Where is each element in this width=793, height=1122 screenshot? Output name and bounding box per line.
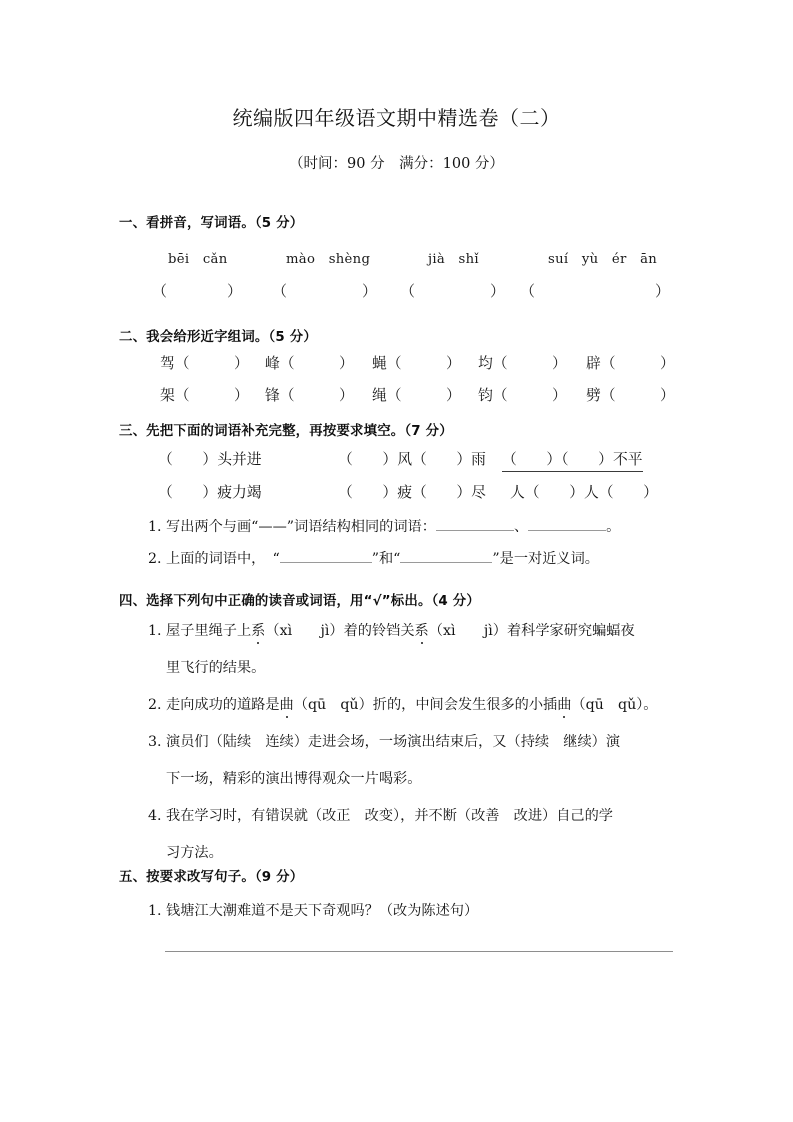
idiom-1-2[interactable]: （ ）风（ ）雨 <box>338 451 486 468</box>
section-four-item-2-line-1[interactable] <box>148 694 658 714</box>
idiom-1-1[interactable]: （ ）头并进 <box>158 451 262 468</box>
q2-blank-2[interactable] <box>400 548 492 563</box>
item2-text-a: 2. 走向成功的道路是 <box>148 697 280 713</box>
section-heading-one: 一、看拼音，写词语。（5 分） <box>119 216 304 231</box>
section-heading-four: 四、选择下列句中正确的读音或词语，用“√”标出。（4 分） <box>119 594 480 609</box>
item2-text-c: （qū qǔ）。 <box>571 697 658 713</box>
q2-mid-text: ”和“ <box>371 551 401 567</box>
similar-char-pair-3-top[interactable]: 蝇（ ） <box>372 355 461 372</box>
page-subtitle: （时间：90 分 满分：100 分） <box>289 156 504 172</box>
similar-char-pair-4-top[interactable]: 均（ ） <box>478 355 567 372</box>
similar-char-pair-2-bottom[interactable]: 锋（ ） <box>265 387 354 404</box>
idiom-2-2[interactable]: （ ）疲（ ）尽 <box>338 484 486 501</box>
section-heading-two: 二、我会给形近字组词。（5 分） <box>119 330 317 345</box>
emphasis-char-qu-1: 曲 <box>280 694 294 714</box>
item1-text-c: （xì jì）着科学家研究蝙蝠夜 <box>428 623 635 639</box>
q1-separator: 、 <box>513 519 529 535</box>
similar-char-pair-4-bottom[interactable]: 钧（ ） <box>478 387 567 404</box>
emphasis-char-xi-1: 系 <box>251 620 265 640</box>
similar-char-pair-1-top[interactable]: 驾（ ） <box>160 355 249 372</box>
q1-blank-2[interactable] <box>528 516 606 531</box>
idiom-2-1[interactable]: （ ）疲力竭 <box>158 484 262 501</box>
q2-blank-1[interactable] <box>280 548 372 563</box>
pinyin-group-4: suí yù ér ān <box>548 252 658 267</box>
emphasis-char-qu-2: 曲 <box>557 694 571 714</box>
idiom-2-3[interactable]: 人（ ）人（ ） <box>510 484 658 501</box>
pinyin-group-3: jià shǐ <box>428 252 479 267</box>
similar-char-pair-3-bottom[interactable]: 绳（ ） <box>372 387 461 404</box>
q1-blank-1[interactable] <box>436 516 514 531</box>
section-four-item-1-line-1[interactable] <box>148 620 635 640</box>
similar-char-pair-5-top[interactable]: 辟（ ） <box>586 355 675 372</box>
page-title: 统编版四年级语文期中精选卷（二） <box>232 106 561 130</box>
answer-write-line-1[interactable] <box>165 951 673 952</box>
q2-end-text: ”是一对近义词。 <box>492 551 599 567</box>
section-heading-three: 三、先把下面的词语补充完整，再按要求填空。（7 分） <box>119 424 453 439</box>
section-four-item-1-line-2: 里飞行的结果。 <box>166 660 266 676</box>
pinyin-group-2: mào shèng <box>286 252 371 267</box>
section-four-item-4-line-2: 习方法。 <box>166 845 223 861</box>
similar-char-pair-1-bottom[interactable]: 架（ ） <box>160 387 249 404</box>
similar-char-pair-5-bottom[interactable]: 劈（ ） <box>586 387 675 404</box>
q1-end-text: 。 <box>606 519 621 535</box>
emphasis-char-xi-2: 系 <box>415 620 429 640</box>
item2-text-b: （qū qǔ）折的，中间会发生很多的小插 <box>293 697 558 713</box>
section-four-item-4-line-1[interactable]: 4. 我在学习时，有错误就（改正 改变），并不断（改善 改进）自己的学 <box>148 808 613 824</box>
section-four-item-3-line-2: 下一场，精彩的演出博得观众一片喝彩。 <box>166 771 422 787</box>
similar-char-pair-2-top[interactable]: 峰（ ） <box>265 355 354 372</box>
item1-text-a: 1. 屋子里绳子上 <box>148 623 252 639</box>
answer-bracket-2[interactable]: （ ） <box>272 282 378 300</box>
pinyin-group-1: bēi cǎn <box>168 252 228 267</box>
idiom-1-3-underlined[interactable]: （ ）（ ）不平 <box>502 448 643 472</box>
section-three-question-1 <box>148 516 620 536</box>
section-heading-five: 五、按要求改写句子。（9 分） <box>119 870 304 885</box>
answer-bracket-3[interactable]: （ ） <box>400 282 506 300</box>
q2-prefix-text: 2. 上面的词语中， “ <box>148 551 280 567</box>
section-five-item-1: 1. 钱塘江大潮难道不是天下奇观吗？（改为陈述句） <box>148 903 479 919</box>
item1-text-b: （xì jì）着的铃铛关 <box>265 623 415 639</box>
answer-bracket-4[interactable]: （ ） <box>520 282 671 300</box>
q1-prefix-text: 1. 写出两个与画“——”词语结构相同的词语： <box>148 519 436 535</box>
section-three-question-2 <box>148 548 599 568</box>
answer-bracket-1[interactable]: （ ） <box>152 282 243 300</box>
section-four-item-3-line-1[interactable]: 3. 演员们（陆续 连续）走进会场，一场演出结束后，又（持续 继续）演 <box>148 734 621 750</box>
